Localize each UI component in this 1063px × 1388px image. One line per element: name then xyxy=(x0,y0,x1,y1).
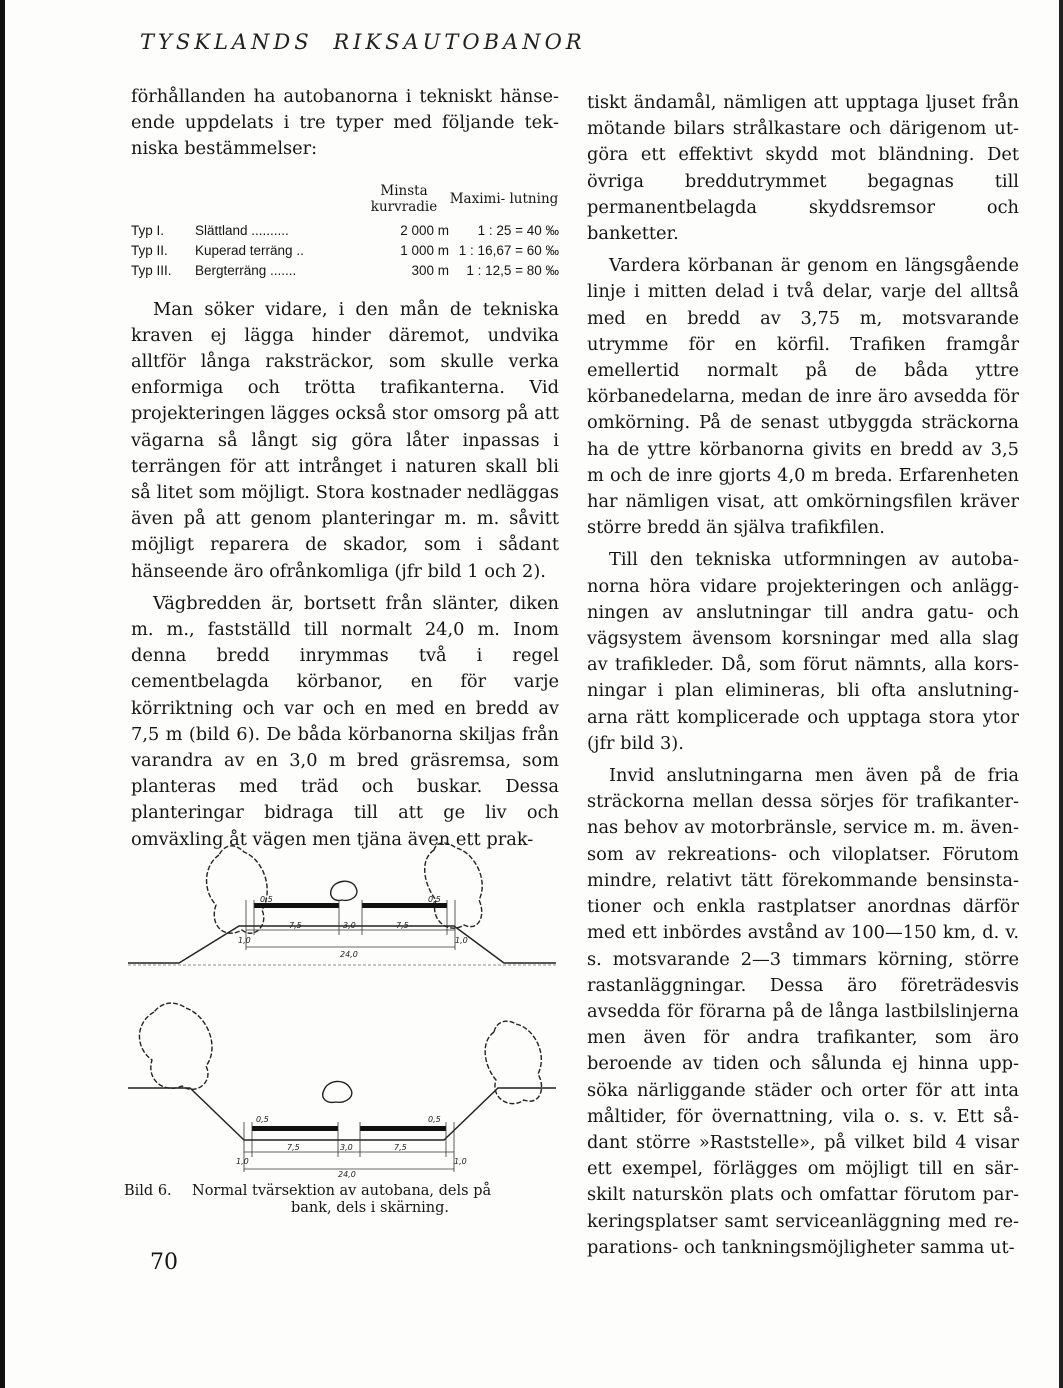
right-column xyxy=(587,90,1019,1261)
row-radius: 2 000 m xyxy=(400,222,449,238)
page-number: 70 xyxy=(150,1250,178,1275)
road-type-table xyxy=(131,183,559,281)
header-min-radius: Minsta kurvradie xyxy=(370,182,438,215)
left-column xyxy=(131,84,559,853)
table-row xyxy=(131,221,559,241)
row-radius: 1 000 m xyxy=(400,242,449,258)
body-paragraph: Vägbredden är, bortsett från slänter, diken m. m., fastställd till normalt 24,0 m. Inom denna bredd inrymmas två i regel cementbelagda körbanor, en för varje körriktning och var och en med en bredd av 7,5 m (bild 6). De båda körbanorna skiljas från varandra av en 3,0 m bred gräsremsa, som planteras med träd och buskar. Dessa planteringar bidraga till att ge liv och omväxling åt vägen men tjäna även ett prak- xyxy=(131,592,559,850)
row-terrain: Slättland .......... xyxy=(195,222,289,238)
dim-shoulder-right: 1,0 xyxy=(455,936,468,945)
caption-line-2: bank, dels i skärning. xyxy=(290,1200,450,1216)
body-paragraph: Man söker vidare, i den mån de tekniska kraven ej lägga hinder däremot, undvika alltför långa raksträckor, som skulle verka enformiga och trötta trafikanterna. Vid projekteringen lägges också stor omsorg på att vägarna så långt sig göra låter inpassas i terrängen för att intrånget i naturen skall bli så litet som möjligt. Stora kostnader nedläggas även på att genom planteringar m. m. såvitt möjligt reparera de skador, som i sådant hänseende äro ofrånkomliga (jfr bild 1 och 2). xyxy=(131,298,559,582)
table-row xyxy=(131,261,559,281)
dim-edge-left: 0,5 xyxy=(260,895,273,904)
carriageway-left xyxy=(252,1126,338,1131)
running-head: TYSKLANDS RIKSAUTOBANOR xyxy=(140,30,586,54)
cross-section-cutting xyxy=(124,992,560,1178)
row-type: Typ III. xyxy=(131,262,172,278)
row-radius: 300 m xyxy=(411,262,449,278)
row-terrain: Kuperad terräng .. xyxy=(195,242,304,258)
scan-edge-left xyxy=(0,0,5,1388)
dim-lane-right: 7,5 xyxy=(394,1143,407,1152)
row-terrain: Bergterräng ....... xyxy=(195,262,297,278)
dim-lane-right: 7,5 xyxy=(396,921,409,930)
row-grade: 1 : 12,5 = 80 ‰ xyxy=(466,262,559,278)
table-header-row xyxy=(131,183,559,221)
figure-caption xyxy=(124,1183,556,1217)
body-paragraph: Invid anslutningarna men även på de fria sträckorna mellan dessa sörjes för trafikanternas behov av motorbränsle, service m. m. ävensom av rekreations- och viloplatser. Förutom mindre, relativt tätt förekommande bensinstationer och enkla rastplatser anordnas därför med ett inbördes avstånd av 100—150 km, d. v. s. motsvarande 2—3 timmars körning, större rastanläggningar. Dessa äro företrädesvis avsedda för förarna på de långa lastbilslinjerna men även för andra trafikanter, som äro beroende av tiden och sålunda ej hinna uppsöka närliggande städer och orter för att inta måltider, för övernattning, vila o. s. v. Ett sådant större »Raststelle», på vilket bild 4 visar ett exempel, förlägges om möjligt till en särskilt naturskön plats och omfattar förutom parkeringsplatser samt serviceanläggning med reparations- och tankningsmöjligheter samma ut- xyxy=(587,765,1019,1258)
header-max-grade: Maximi- lutning xyxy=(449,190,559,207)
dim-edge-left: 0,5 xyxy=(256,1115,269,1124)
body-paragraph: Till den tekniska utformningen av autobanorna höra vidare projekteringen och anläggningen av anslutningar till andra gatu- och vägsystem ävensom korsningar med alla slag av trafikleder. Då, som förut nämnts, alla korsningar i plan elimineras, bli ofta anslutningarna rätt komplicerade och upptaga stora ytor (jfr bild 3). xyxy=(587,549,1019,754)
dim-edge-right: 0,5 xyxy=(428,1115,441,1124)
cross-section-embankment xyxy=(124,830,560,980)
intro-paragraph: förhållanden ha autobanorna i tekniskt hänseende uppdelats i tre typer med följande tekniska bestämmelser: xyxy=(131,86,559,160)
carriageway-right xyxy=(360,1126,446,1131)
scan-edge-right xyxy=(1059,0,1063,1388)
dim-shoulder-left: 1,0 xyxy=(238,936,251,945)
dim-lane-left: 7,5 xyxy=(289,921,302,930)
caption-line-1: Normal tvärsektion av autobana, dels på xyxy=(192,1183,492,1199)
dim-shoulder-right: 1,0 xyxy=(454,1157,467,1166)
dim-median: 3,0 xyxy=(343,921,356,930)
row-grade: 1 : 16,67 = 60 ‰ xyxy=(458,242,559,258)
row-type: Typ II. xyxy=(131,242,168,258)
caption-label: Bild 6. xyxy=(124,1183,172,1199)
body-paragraph: Vardera körbanan är genom en längsgående linje i mitten delad i två delar, varje del alltså med en bredd av 3,75 m, motsvarande utrymme för en körfil. Trafiken framgår emellertid normalt på de båda yttre körbanedelarna, medan de inre äro avsedda för omkörning. På de senast utbyggda sträckorna ha de yttre körbanorna givits en bredd av 3,5 m och de inre gjorts 4,0 m breda. Erfarenheten har nämligen visat, att omkörningsfilen kräver större bredd än själva trafikfilen. xyxy=(587,255,1019,539)
dim-lane-left: 7,5 xyxy=(287,1143,300,1152)
dim-total: 24,0 xyxy=(340,950,358,959)
body-paragraph: tiskt ändamål, nämligen att upptaga ljuset från mötande bilars strålkastare och därigenom utgöra ett effektivt skydd mot bländning. Det övriga breddutrymmet begagnas till permanentbelagda skyddsremsor och banketter. xyxy=(587,92,1019,245)
table-row xyxy=(131,241,559,261)
dim-median: 3,0 xyxy=(340,1143,353,1152)
dim-shoulder-left: 1,0 xyxy=(236,1157,249,1166)
dim-edge-right: 0,5 xyxy=(428,895,441,904)
dim-total: 24,0 xyxy=(338,1170,356,1178)
row-type: Typ I. xyxy=(131,222,165,238)
row-grade: 1 : 25 = 40 ‰ xyxy=(477,222,559,238)
